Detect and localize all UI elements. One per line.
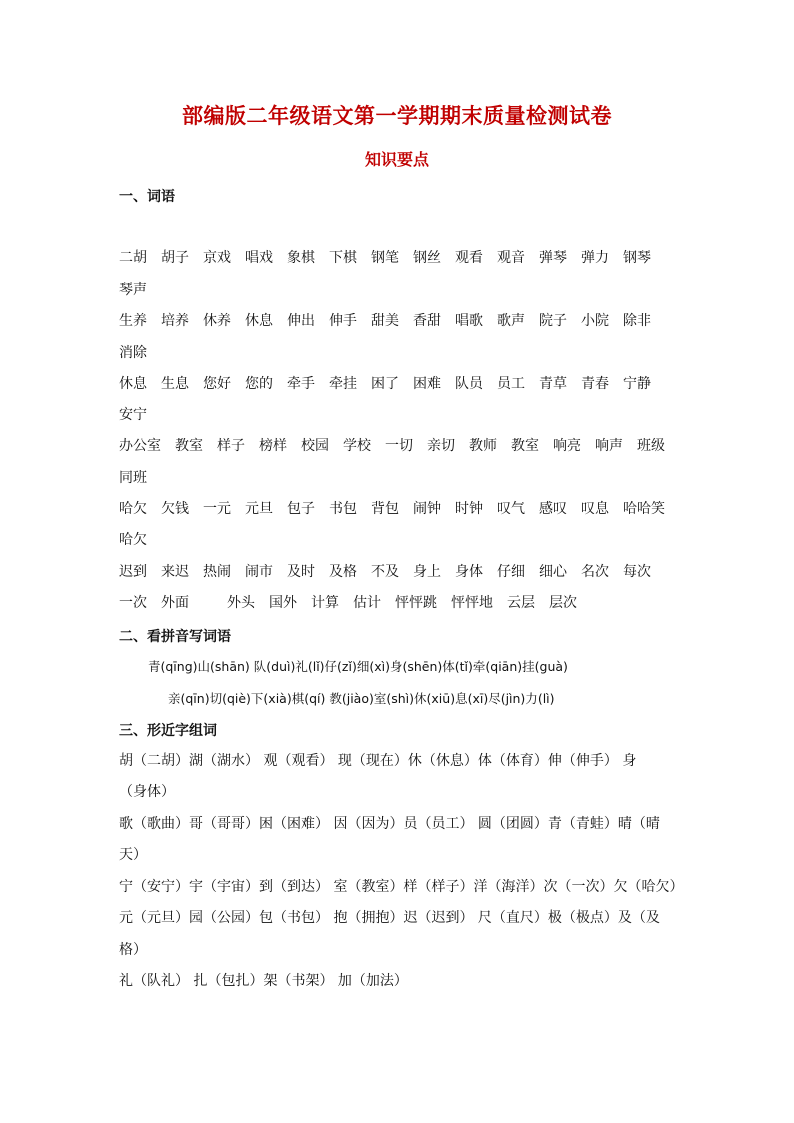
vocabulary-row	[119, 530, 679, 550]
vocabulary-row	[119, 374, 679, 394]
vocabulary-word: 一切	[385, 438, 413, 454]
vocabulary-word: 二胡	[119, 250, 147, 266]
vocabulary-word: 国外	[269, 595, 297, 611]
vocabulary-row	[119, 468, 679, 488]
vocabulary-word: 及格	[329, 564, 357, 580]
vocabulary-word: 响亮	[553, 438, 581, 454]
similar-chars-line: 宁（安宁）宇（宇宙）到（到达） 室（教室）样（样子）洋（海洋）次（一次）欠（哈欠）	[119, 879, 684, 895]
similar-chars-line: 礼（队礼） 扎（包扎）架（书架） 加（加法）	[119, 973, 408, 989]
vocabulary-word: 书包	[329, 501, 357, 517]
vocabulary-word: 背包	[371, 501, 399, 517]
vocabulary-word: 不及	[371, 564, 399, 580]
vocabulary-word: 下棋	[329, 250, 357, 266]
vocabulary-word: 每次	[623, 564, 651, 580]
vocabulary-row	[119, 436, 679, 456]
vocabulary-word: 仔细	[497, 564, 525, 580]
vocabulary-word: 欠钱	[161, 501, 189, 517]
vocabulary-word: 及时	[287, 564, 315, 580]
vocabulary-word: 怦怦地	[451, 595, 493, 611]
vocabulary-word: 您好	[203, 376, 231, 392]
vocabulary-word: 休息	[245, 313, 273, 329]
vocabulary-word: 歌声	[497, 313, 525, 329]
vocabulary-word: 小院	[581, 313, 609, 329]
vocabulary-row	[119, 248, 679, 268]
vocabulary-word: 钢丝	[413, 250, 441, 266]
vocabulary-word: 云层	[507, 595, 535, 611]
vocabulary-word: 唱歌	[455, 313, 483, 329]
vocabulary-word: 层次	[549, 595, 577, 611]
vocabulary-word: 消除	[119, 345, 147, 361]
vocabulary-word: 钢琴	[623, 250, 651, 266]
vocabulary-word: 休息	[119, 376, 147, 392]
vocabulary-word: 困难	[413, 376, 441, 392]
vocabulary-word: 办公室	[119, 438, 161, 454]
vocabulary-word: 感叹	[539, 501, 567, 517]
vocabulary-row	[119, 280, 679, 300]
vocabulary-word: 弹力	[581, 250, 609, 266]
vocabulary-word: 生息	[161, 376, 189, 392]
similar-chars-line: 元（元旦）园（公园）包（书包） 抱（拥抱）迟（迟到） 尺（直尺）极（极点）及（及	[119, 910, 660, 926]
vocabulary-word: 教师	[469, 438, 497, 454]
vocabulary-word: 外头	[227, 595, 255, 611]
vocabulary-word: 除非	[623, 313, 651, 329]
section-heading-pinyin: 二、看拼音写词语	[119, 629, 231, 645]
vocabulary-word: 外面	[161, 595, 189, 611]
vocabulary-word: 琴声	[119, 282, 147, 298]
vocabulary-word: 哈欠	[119, 532, 147, 548]
vocabulary-word: 安宁	[119, 407, 147, 423]
vocabulary-word: 闹钟	[413, 501, 441, 517]
vocabulary-word: 队员	[455, 376, 483, 392]
vocabulary-word: 身体	[455, 564, 483, 580]
vocabulary-word: 哈欠	[119, 501, 147, 517]
vocabulary-word: 时钟	[455, 501, 483, 517]
vocabulary-word: 叹息	[581, 501, 609, 517]
vocabulary-word: 班级	[637, 438, 665, 454]
vocabulary-word: 计算	[311, 595, 339, 611]
vocabulary-word: 象棋	[287, 250, 315, 266]
vocabulary-word: 教室	[511, 438, 539, 454]
vocabulary-word: 伸手	[329, 313, 357, 329]
document-subtitle: 知识要点	[364, 150, 429, 169]
vocabulary-word: 牵手	[287, 376, 315, 392]
vocabulary-word: 京戏	[203, 250, 231, 266]
vocabulary-word: 唱戏	[245, 250, 273, 266]
vocabulary-row	[119, 343, 679, 363]
pinyin-line: 亲(qīn)切(qiè)下(xià)棋(qí) 教(jiào)室(shì)休(xiū)息(xī)尽(jìn)力(lì)	[168, 691, 555, 706]
vocabulary-word: 观音	[497, 250, 525, 266]
vocabulary-word: 胡子	[161, 250, 189, 266]
vocabulary-word: 伸出	[287, 313, 315, 329]
vocabulary-word: 元旦	[245, 501, 273, 517]
vocabulary-row	[119, 499, 679, 519]
vocabulary-word: 生养	[119, 313, 147, 329]
vocabulary-row	[119, 405, 679, 425]
vocabulary-word: 迟到	[119, 564, 147, 580]
vocabulary-word: 亲切	[427, 438, 455, 454]
vocabulary-word: 哈哈笑	[623, 501, 665, 517]
vocabulary-word: 校园	[301, 438, 329, 454]
vocabulary-word: 香甜	[413, 313, 441, 329]
vocabulary-word: 细心	[539, 564, 567, 580]
vocabulary-word: 估计	[353, 595, 381, 611]
vocabulary-word: 样子	[217, 438, 245, 454]
similar-chars-line: 天）	[119, 847, 147, 863]
vocabulary-word: 热闹	[203, 564, 231, 580]
vocabulary-word: 宁静	[623, 376, 651, 392]
vocabulary-word: 您的	[245, 376, 273, 392]
similar-chars-line: 格）	[119, 942, 147, 958]
similar-chars-line: 胡（二胡）湖（湖水） 观（观看） 现（现在）休（休息）体（体育）伸（伸手） 身	[119, 753, 637, 769]
section-heading-vocabulary: 一、词语	[119, 189, 175, 205]
vocabulary-word: 身上	[413, 564, 441, 580]
vocabulary-word: 同班	[119, 470, 147, 486]
vocabulary-word: 休养	[203, 313, 231, 329]
vocabulary-word: 榜样	[259, 438, 287, 454]
vocabulary-word: 青春	[581, 376, 609, 392]
document-title: 部编版二年级语文第一学期期末质量检测试卷	[182, 103, 612, 128]
vocabulary-word: 叹气	[497, 501, 525, 517]
vocabulary-word: 培养	[161, 313, 189, 329]
vocabulary-word: 一元	[203, 501, 231, 517]
vocabulary-row	[119, 593, 679, 613]
vocabulary-word: 甜美	[371, 313, 399, 329]
vocabulary-word: 来迟	[161, 564, 189, 580]
similar-chars-line: 歌（歌曲）哥（哥哥）困（困难） 因（因为）员（员工） 圆（团圆）青（青蛙）晴（晴	[119, 816, 660, 832]
vocabulary-word: 困了	[371, 376, 399, 392]
vocabulary-word: 教室	[175, 438, 203, 454]
vocabulary-word: 员工	[497, 376, 525, 392]
vocabulary-word: 闹市	[245, 564, 273, 580]
vocabulary-row	[119, 562, 679, 582]
vocabulary-word: 弹琴	[539, 250, 567, 266]
vocabulary-word: 包子	[287, 501, 315, 517]
section-heading-similar-chars: 三、形近字组词	[119, 723, 217, 739]
vocabulary-word: 观看	[455, 250, 483, 266]
vocabulary-word: 名次	[581, 564, 609, 580]
vocabulary-word: 响声	[595, 438, 623, 454]
vocabulary-word: 学校	[343, 438, 371, 454]
vocabulary-word: 怦怦跳	[395, 595, 437, 611]
similar-chars-line: （身体）	[119, 784, 175, 800]
vocabulary-word: 青草	[539, 376, 567, 392]
vocabulary-word: 牵挂	[329, 376, 357, 392]
vocabulary-row	[119, 311, 679, 331]
vocabulary-word: 院子	[539, 313, 567, 329]
vocabulary-word: 钢笔	[371, 250, 399, 266]
pinyin-line: 青(qīng)山(shān) 队(duì)礼(lǐ)仔(zǐ)细(xì)身(shēn)体(tǐ)牵(qiān)挂(guà)	[148, 659, 568, 674]
vocabulary-word: 一次	[119, 595, 147, 611]
